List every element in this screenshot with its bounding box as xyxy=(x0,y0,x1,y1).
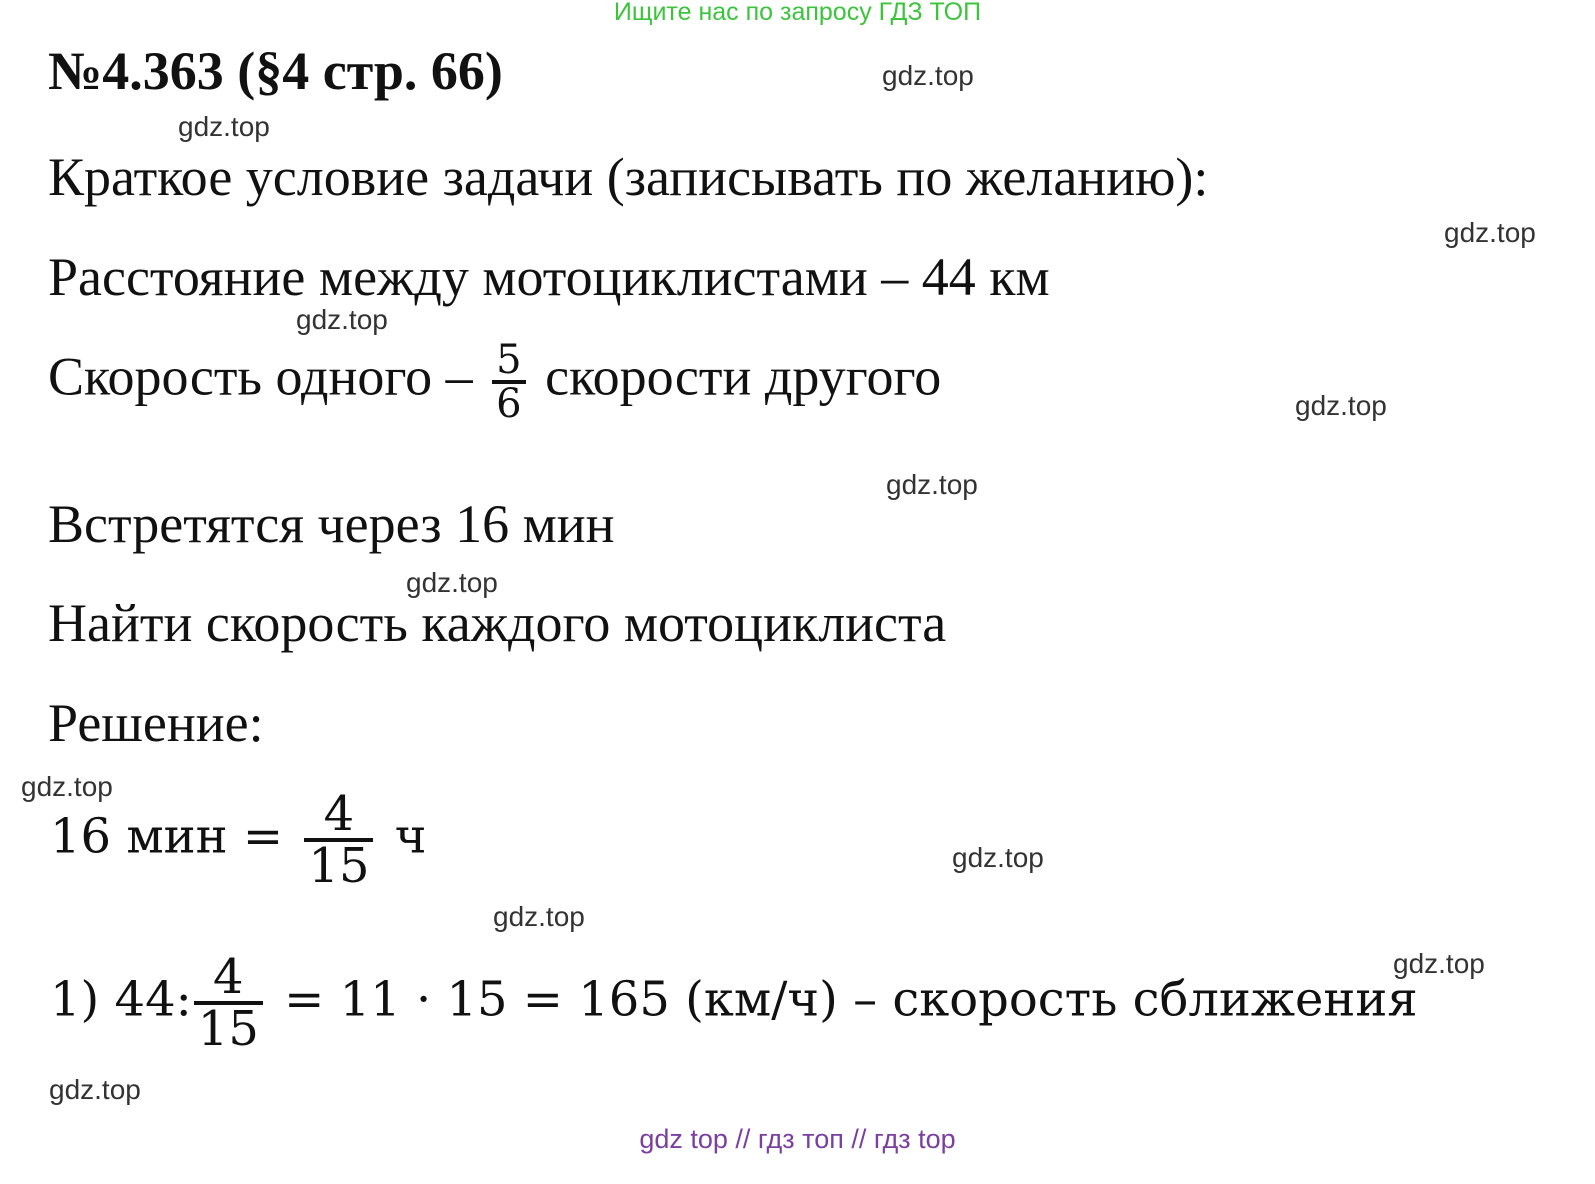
watermark: gdz.top xyxy=(493,901,585,932)
solution-heading: Решение: xyxy=(48,693,264,753)
top-banner: Ищите нас по запросу ГДЗ ТОП xyxy=(613,0,982,26)
step-zero-fraction xyxy=(304,786,373,894)
watermark: gdz.top xyxy=(1444,217,1536,248)
watermark: gdz.top xyxy=(1295,390,1387,421)
watermark: gdz.top xyxy=(886,469,978,500)
step-zero-numerator: 4 xyxy=(323,786,355,842)
step-zero xyxy=(50,786,427,894)
step-one-left: 1) 44: xyxy=(50,971,192,1028)
speed-fraction xyxy=(492,337,525,427)
step-one-fraction xyxy=(194,949,263,1057)
condition-distance: Расстояние между мотоциклистами – 44 км xyxy=(48,247,1050,307)
watermark: gdz.top xyxy=(178,111,270,142)
step-zero-unit: ч xyxy=(394,808,427,865)
page-title: №4.363 (§4 стр. 66) xyxy=(48,41,503,101)
speed-text-before: Скорость одного – xyxy=(48,346,473,407)
condition-heading: Краткое условие задачи (записывать по желанию): xyxy=(48,147,1209,207)
step-one-denominator: 15 xyxy=(197,1001,259,1057)
watermark: gdz.top xyxy=(1393,948,1485,979)
step-zero-left: 16 мин = xyxy=(50,808,284,865)
step-one xyxy=(50,949,1418,1057)
footer-text: gdz top // гдз топ // гдз top xyxy=(639,1124,956,1154)
watermark: gdz.top xyxy=(882,60,974,91)
step-one-numerator: 4 xyxy=(213,949,244,1005)
speed-fraction-denominator: 6 xyxy=(496,381,522,427)
watermark: gdz.top xyxy=(406,567,498,598)
condition-speed xyxy=(48,337,942,427)
step-zero-denominator: 15 xyxy=(308,838,370,894)
watermark: gdz.top xyxy=(21,771,113,802)
watermark: gdz.top xyxy=(952,842,1044,873)
condition-meet: Встретятся через 16 мин xyxy=(48,494,615,554)
step-one-right: = 11 · 15 = 165 (км/ч) – скорость сближения xyxy=(284,971,1418,1028)
watermark: gdz.top xyxy=(296,304,388,335)
speed-text-after: скорости другого xyxy=(545,346,942,407)
condition-find: Найти скорость каждого мотоциклиста xyxy=(48,593,947,653)
watermark: gdz.top xyxy=(49,1074,141,1105)
speed-fraction-numerator: 5 xyxy=(496,337,522,383)
